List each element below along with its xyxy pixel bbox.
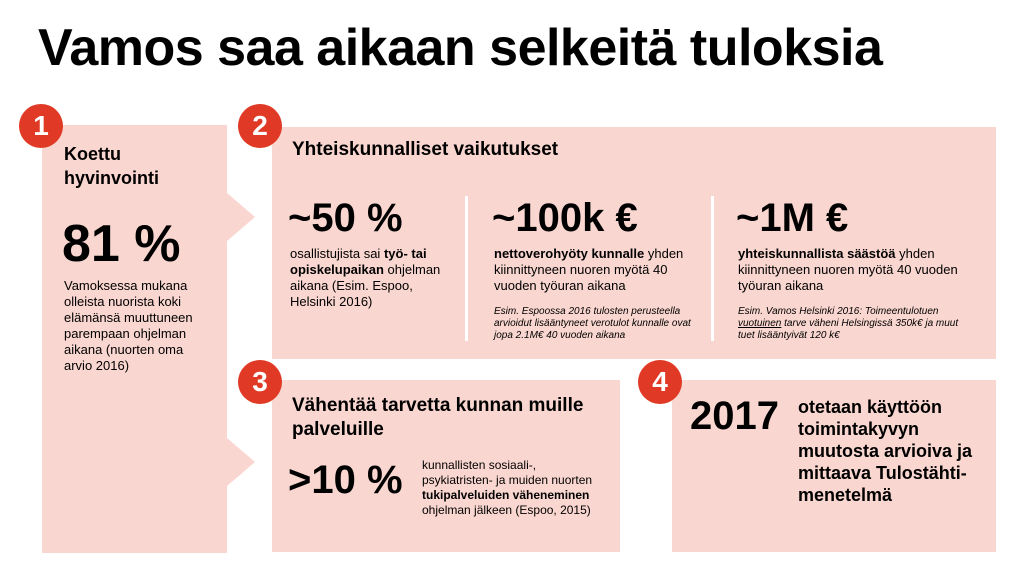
panel2-col3-stat: ~1M € — [736, 196, 849, 240]
panel3-text — [422, 458, 610, 518]
panel4-text: otetaan käyttöön toimintakyvyn muutosta arvioiva ja mittaava Tulostähti-menetelmä — [798, 397, 973, 505]
text-emphasis: nettoverohyöty kunnalle — [494, 246, 645, 261]
text-fragment: kunnallisten sosiaali-, psykiatristen- ja muiden nuorten — [422, 458, 593, 487]
badge-1: 1 — [19, 104, 63, 148]
text-fragment: yhden kiinnittyneen nuoren myötä 40 vuoden työuran aikana — [738, 246, 958, 293]
arrow-right-icon — [227, 193, 255, 241]
panel1-stat: 81 % — [62, 215, 181, 273]
panel2-col3-text — [738, 246, 968, 294]
text-fragment: ohjelman jälkeen (Espoo, 2015) — [422, 503, 591, 517]
text-emphasis: työ- tai opiskelupaikan — [290, 246, 427, 277]
panel2-col2-note: Esim. Espoossa 2016 tulosten perusteella arvioidut lisääntyneet verotulot kunnalle ovat jopa 2.1M€ 40 vuoden aikana — [494, 306, 691, 341]
badge-4: 4 — [638, 360, 682, 404]
text-fragment: yhden kiinnittyneen nuoren myötä 40 vuoden työuran aikana — [494, 246, 684, 293]
panel3-heading: Vähentää tarvetta kunnan muille palveluille — [292, 395, 584, 440]
text-emphasis: yhteiskunnallista säästöä — [738, 246, 896, 261]
divider — [465, 196, 468, 341]
arrow-right-icon — [227, 438, 255, 486]
panel3-stat: >10 % — [288, 458, 403, 502]
text-underline: vuotuinen — [738, 318, 782, 329]
panel2-col1-stat: ~50 % — [288, 196, 403, 240]
panel1-description: Vamoksessa mukana olleista nuorista koki elämänsä muuttuneen parempaan ohjelman aikana (nuorten oma arvio 2016) — [64, 278, 193, 373]
panel2-heading: Yhteiskunnalliset vaikutukset — [292, 139, 559, 160]
panel2-col1-text — [290, 246, 452, 310]
panel1-heading: Koettu hyvinvointi — [64, 144, 160, 188]
divider — [711, 196, 714, 341]
panel2-col2-stat: ~100k € — [492, 196, 638, 240]
panel2-col2-text — [494, 246, 694, 294]
text-fragment: tarve väheni Helsingissä 350k€ ja muut tuet lisääntyivät 120 k€ — [738, 318, 959, 341]
panel2-col3-note — [738, 306, 974, 342]
text-fragment: ohjelman aikana (Esim. Espoo, Helsinki 2016) — [290, 262, 441, 309]
badge-2: 2 — [238, 104, 282, 148]
text-fragment: Esim. Vamos Helsinki 2016: Toimeentulotuen — [738, 306, 939, 317]
text-emphasis: tukipalveluiden väheneminen — [422, 488, 590, 502]
page-title: Vamos saa aikaan selkeitä tuloksia — [38, 19, 883, 77]
badge-3: 3 — [238, 360, 282, 404]
text-fragment: osallistujista sai — [290, 246, 384, 261]
panel4-stat: 2017 — [690, 394, 779, 438]
